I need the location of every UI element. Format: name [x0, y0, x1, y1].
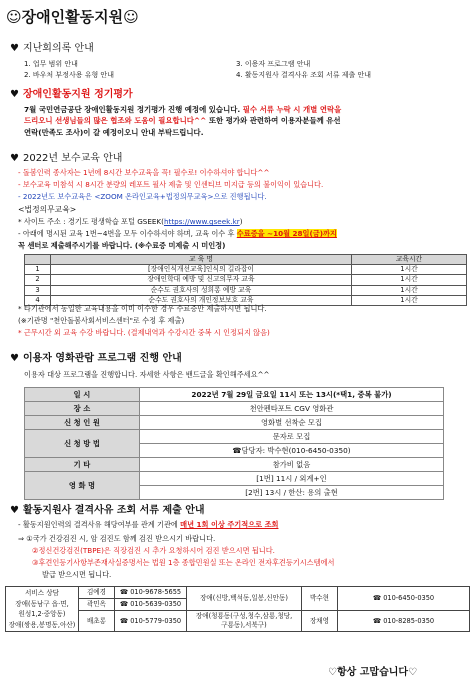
heart-icon: ♥	[10, 43, 19, 54]
page-title: ☺장애인활동지원☺	[6, 8, 139, 26]
disq-line	[18, 520, 468, 530]
text-emphasis: 필수 서류 누락 시 개별 연락을	[242, 105, 342, 114]
table-label: 장 소	[25, 402, 140, 416]
contact-area-cell	[187, 611, 302, 632]
text: - 아래에 명시된 교육 1번~4번을 모두 이수하셔야 하며, 교육 이수 후	[18, 229, 235, 238]
education-subheading: <법정의무교육>	[18, 205, 77, 214]
table-row	[25, 275, 467, 285]
table-cell: 2022년 7월 29일 금요일 11시 또는 13시(*택1, 중복 불가)	[140, 388, 444, 402]
section-education-heading	[10, 152, 122, 166]
text: 서비스 상담	[25, 589, 59, 597]
text: 장애(쌍용,봉명동,아산)	[8, 620, 76, 629]
education-instruction	[18, 229, 468, 239]
table-label: 일 시	[25, 388, 140, 402]
section-title: 활동지원사 결격사유 조회 서류 제출 안내	[22, 505, 205, 516]
education-note: * 타기관에서 동일한 교육내용을 이미 이수한 경우 수료증만 제출하시면 됩니다.	[18, 304, 267, 313]
meeting-item: 1. 업무 범위 안내	[24, 60, 78, 68]
table-row	[25, 416, 444, 430]
table-header: 교 육 명	[51, 255, 352, 265]
contact-phone[interactable]: ☎ 010-9678-5655	[115, 587, 187, 599]
text: 장애(신방,백석동,일봉,신안동)	[200, 594, 288, 603]
table-cell: 천안펜타포트 CGV 영화관	[140, 402, 444, 416]
movie-intro: 이용자 대상 프로그램을 진행합니다. 자세한 사항은 밴드글을 확인해주세요^^	[24, 370, 270, 379]
deadline-highlight: 수료증을 ~10월 28일(금)까지	[236, 229, 337, 238]
table-cell: 참가비 없음	[140, 458, 444, 472]
table-row	[25, 458, 444, 472]
text: * 사이트 주소 : 경기도 평생학습 포털 GSEEK(	[18, 217, 164, 226]
contact-name: 곽민옥	[79, 599, 115, 611]
table-label: 신 청 방 법	[25, 430, 140, 458]
education-table	[24, 254, 467, 306]
table-cell: 2	[25, 275, 51, 285]
table-row	[25, 430, 444, 444]
disq-line: ⇒ ①국가 건강검진 시, 암 검진도 함께 검진 받으시기 바랍니다.	[18, 534, 216, 543]
contact-phone[interactable]: ☎ 010-6450-0350	[338, 587, 470, 611]
text: 구룡동),서북구)	[221, 621, 267, 630]
table-cell: [장애인식개선교육]인식의 길라잡이	[51, 265, 352, 275]
contact-name: 장채영	[302, 611, 338, 632]
contact-phone[interactable]: ☎ 010-8285-0350	[338, 611, 470, 632]
disq-line: 발급 받으시면 됩니다.	[42, 570, 112, 579]
contact-phone[interactable]: ☎ 010-5779-0350	[115, 611, 187, 632]
contact-name: 김예경	[79, 587, 115, 599]
section-title: 장애인활동지원 정기평가	[22, 89, 133, 100]
table-cell: 순수도 권호사의 개인정보보호 교육	[51, 295, 352, 305]
thanks-footer: ♡항상 고맙습니다♡	[328, 667, 418, 678]
table-label: 기 타	[25, 458, 140, 472]
table-row	[25, 472, 444, 486]
table-cell: 3	[25, 285, 51, 295]
meeting-item: 3. 이용자 프로그램 안내	[236, 60, 311, 68]
text: )	[239, 217, 243, 226]
education-instruction: 꼭 센터로 제출해주시기를 바랍니다. (※수료증 미제출 시 미인정)	[18, 241, 226, 250]
table-header	[25, 255, 51, 265]
section-disqualification-heading	[10, 504, 205, 518]
education-line: - 2022년도 보수교육은 <ZOOM 온라인교육+법정의무교육>으로 진행됩니다.	[18, 192, 267, 201]
evaluation-paragraph	[24, 104, 466, 138]
education-note: (※기관명 "천안돌봄사회서비스센터"로 수정 후 제출)	[18, 316, 185, 325]
table-cell: 1	[25, 265, 51, 275]
table-cell: 장애인학대 예방 및 신고의무자 교육	[51, 275, 352, 285]
text: 또한 평가와 관련하여 이용자분들께 유선	[208, 116, 341, 126]
contact-phone[interactable]: ☎ 010-5639-0350	[115, 599, 187, 611]
table-cell: 4	[25, 295, 51, 305]
education-site	[18, 217, 468, 227]
disq-line: ③후견인등기사항부존재사실증명서는 법원 1층 종합민원실 또는 온라인 전자후견등기시스템에서	[32, 558, 335, 567]
section-evaluation-heading	[10, 88, 133, 102]
meeting-item: 2. 바우처 부정사용 유형 안내	[24, 71, 114, 80]
contacts-table	[5, 586, 470, 632]
education-note: * 근무시간 외 교육 수강 바랍니다. (결제내역과 수강시간 중복 시 인정되지 않음)	[18, 328, 270, 337]
table-cell: 1시간	[352, 295, 467, 305]
text-emphasis: 매년 1회 이상 주기적으로 조회	[180, 520, 279, 529]
heart-icon: ♥	[10, 89, 19, 100]
contact-area-cell	[6, 587, 79, 632]
meeting-items	[24, 60, 464, 81]
gseek-link[interactable]: https://www.gseek.kr	[163, 217, 240, 226]
table-row	[25, 285, 467, 295]
education-line: - 돌봄인력 종사자는 1년에 8시간 보수교육을 꼭! 필수로! 이수하셔야 합니다^^	[18, 168, 270, 177]
heart-icon: ♥	[10, 153, 19, 164]
table-label: 신 청 인 원	[25, 416, 140, 430]
text: 연락(만족도 조사)이 갈 예정이오니 안내 부탁드립니다.	[24, 127, 204, 137]
section-title: 이용자 영화관람 프로그램 진행 안내	[22, 353, 182, 364]
contact-area-cell	[187, 587, 302, 611]
section-title: 2022년 보수교육 안내	[22, 153, 123, 164]
table-cell: 순수도 권호사의 성희롱 예방 교육	[51, 285, 352, 295]
table-cell: 1시간	[352, 265, 467, 275]
education-line: - 보수교육 미참석 시 8시간 분량의 레포트 필사 제출 및 인센티브 미지급 등의 불이익이 있습니다.	[18, 180, 324, 189]
table-cell: ☎담당자: 박수현(010-6450-0350)	[140, 444, 444, 458]
text: 장애(동남구 읍·면,	[15, 599, 69, 608]
table-row	[25, 402, 444, 416]
table-cell: 1시간	[352, 285, 467, 295]
table-row	[25, 265, 467, 275]
table-cell: 문자로 모집	[140, 430, 444, 444]
contact-name: 배초롱	[79, 611, 115, 632]
text: - 활동지원인력의 결격사유 해당여부를 관계 기관에	[18, 520, 178, 529]
meeting-item: 4. 활동지원사 결격사유 조회 서류 제출 안내	[236, 71, 371, 80]
table-cell: [1번] 11시 / 외계+인	[140, 472, 444, 486]
table-header: 교육시간	[352, 255, 467, 265]
table-cell: 1시간	[352, 275, 467, 285]
table-header-row	[25, 255, 467, 265]
table-row	[25, 388, 444, 402]
heart-icon: ♥	[10, 353, 19, 364]
disq-line: ②정신건강검진(TBPE)은 직장검진 시 추가 요청하시어 검진 받으시면 됩니다.	[32, 546, 275, 555]
text: 장애(청룡동(구성,청수,삼룡,청당,	[195, 612, 293, 621]
heart-icon: ♥	[10, 505, 19, 516]
section-movie-heading	[10, 352, 182, 366]
table-row	[6, 587, 470, 599]
table-label: 영 화 명	[25, 472, 140, 500]
text: 7월 국민연금공단 장애인활동지원 정기평가 진행 예정에 있습니다.	[24, 105, 241, 114]
text: 원성1,2·중앙동)	[18, 610, 66, 619]
section-meeting-heading	[10, 42, 94, 56]
text-emphasis: 드리오니 선생님들의 많은 협조와 도움이 필요합니다^^	[24, 116, 207, 126]
contact-name: 박수현	[302, 587, 338, 611]
movie-table	[24, 387, 444, 500]
table-cell: 영화별 선착순 모집	[140, 416, 444, 430]
table-cell: [2번] 13시 / 한산: 용의 출현	[140, 486, 444, 500]
section-title: 지난회의록 안내	[22, 43, 94, 54]
